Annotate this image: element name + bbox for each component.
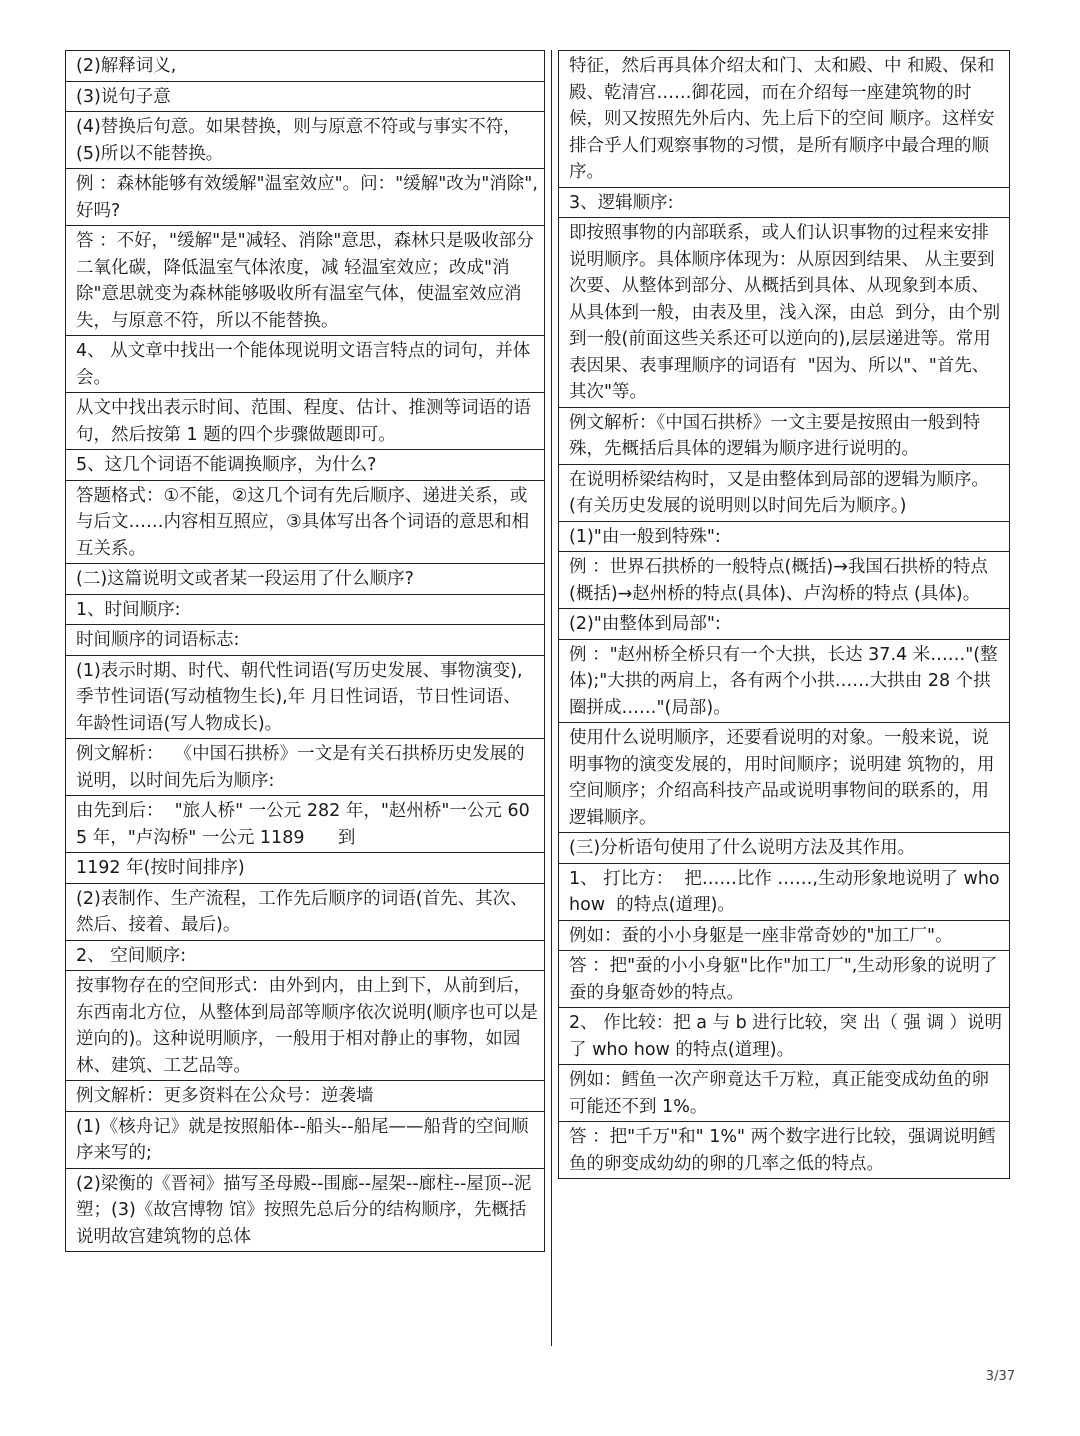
table-cell: 1、 打比方： 把……比作 ……,生动形象地说明了 who how 的特点(道理)。 <box>559 864 1009 921</box>
table-cell: 3、逻辑顺序: <box>559 188 1009 219</box>
table-cell: 2、 作比较：把 a 与 b 进行比较，突 出（ 强 调 ）说明了 who how 的特点(道理)。 <box>559 1008 1009 1065</box>
column-divider <box>551 50 552 1346</box>
table-cell: (1)"由一般到特殊": <box>559 522 1009 553</box>
table-cell: (1)表示时期、时代、朝代性词语(写历史发展、事物演变),季节性词语(写动植物生长),年 月日性词语，节日性词语、年龄性词语(写人物成长)。 <box>66 656 544 740</box>
left-column-table <box>65 50 545 1252</box>
table-cell: 从文中找出表示时间、范围、程度、估计、推测等词语的语句，然后按第 1 题的四个步骤做题即可。 <box>66 393 544 450</box>
table-cell: 例 ：世界石拱桥的一般特点(概括)→我国石拱桥的特点(概括)→赵州桥的特点(具体)、卢沟桥的特点 (具体)。 <box>559 552 1009 609</box>
table-cell: 例文解析：《中国石拱桥》一文主要是按照由一般到特殊，先概括后具体的逻辑为顺序进行说明的。 <box>559 408 1009 465</box>
table-cell: 即按照事物的内部联系，或人们认识事物的过程来安排说明顺序。具体顺序体现为：从原因到结果、 从主要到次要、从整体到部分、从概括到具体、从现象到本质、从具体到一般，由表及里，浅入深，由总 到分，由个别到一般(前面这些关系还可以逆向的),层层递进等。常用表因果、表事理顺序的词语有 "因为、所以"、"首先、其次"等。 <box>559 218 1009 408</box>
table-cell: (1)《核舟记》就是按照船体--船头--船尾——船背的空间顺序来写的; <box>66 1112 544 1169</box>
table-cell: 例如：鳕鱼一次产卵竟达千万粒，真正能变成幼鱼的卵可能还不到 1%。 <box>559 1065 1009 1122</box>
table-cell: 1、时间顺序: <box>66 595 544 626</box>
right-column-table <box>558 50 1010 1179</box>
table-cell: 时间顺序的词语标志: <box>66 625 544 656</box>
table-cell: 例文解析：更多资料在公众号：逆袭墙 <box>66 1081 544 1112</box>
table-cell: 1192 年(按时间排序) <box>66 853 544 884</box>
table-cell: (3)说句子意 <box>66 82 544 113</box>
table-cell: (2)"由整体到局部": <box>559 609 1009 640</box>
table-cell: 答 ：不好，"缓解"是"减轻、消除"意思，森林只是吸收部分二氧化碳，降低温室气体浓度，减 轻温室效应；改成"消除"意思就变为森林能够吸收所有温室气体，使温室效应消失，与原意不符，所以不能替换。 <box>66 226 544 336</box>
table-cell: 2、 空间顺序: <box>66 941 544 972</box>
table-cell: 在说明桥梁结构时，又是由整体到局部的逻辑为顺序。(有关历史发展的说明则以时间先后为顺序。) <box>559 465 1009 522</box>
table-cell: (2)解释词义, <box>66 51 544 82</box>
table-cell: 答 ：把"千万"和" 1%" 两个数字进行比较，强调说明鳕鱼的卵变成幼幼的卵的几率之低的特点。 <box>569 1127 996 1174</box>
table-cell: 例 ：森林能够有效缓解"温室效应"。问："缓解"改为"消除",好吗? <box>66 169 544 226</box>
page-number: 3/37 <box>985 1369 1015 1384</box>
table-cell: 答 ：把"蚕的小小身躯"比作"加工厂",生动形象的说明了蚕的身躯奇妙的特点。 <box>559 951 1009 1008</box>
table-cell: (2)梁衡的《晋祠》描写圣母殿--围廊--屋架--廊柱--屋顶--泥塑；(3)《故宫博物 馆》按照先总后分的结构顺序，先概括说明故宫建筑物的总体 <box>76 1173 532 1247</box>
table-cell: 例如：蚕的小小身躯是一座非常奇妙的"加工厂"。 <box>559 921 1009 952</box>
table-cell: 5、这几个词语不能调换顺序，为什么? <box>66 450 544 481</box>
table-cell: (2)表制作、生产流程，工作先后顺序的词语(首先、其次、然后、接着、最后)。 <box>66 884 544 941</box>
table-cell: 使用什么说明顺序，还要看说明的对象。一般来说，说明事物的演变发展的，用时间顺序；说明建 筑物的，用空间顺序；介绍高科技产品或说明事物间的联系的，用逻辑顺序。 <box>559 723 1009 833</box>
table-cell: 特征，然后再具体介绍太和门、太和殿、中 和殿、保和殿、乾清宫……御花园，而在介绍每一座建筑物的时候，则又按照先外后内、先上后下的空间 顺序。这样安排合乎人们观察事物的习惯，是所有顺序中最合理的顺序。 <box>559 51 1009 188</box>
table-cell: (4)替换后句意。如果替换，则与原意不符或与事实不符， (5)所以不能替换。 <box>66 112 544 169</box>
table-cell: (三)分析语句使用了什么说明方法及其作用。 <box>559 833 1009 864</box>
table-cell: 4、 从文章中找出一个能体现说明文语言特点的词句，并体会。 <box>66 336 544 393</box>
table-cell: 按事物存在的空间形式：由外到内，由上到下，从前到后，东西南北方位，从整体到局部等顺序依次说明(顺序也可以是逆向的)。这种说明顺序，一般用于相对静止的事物，如园林、建筑、工艺品等。 <box>66 971 544 1081</box>
table-cell: 由先到后： "旅人桥" 一公元 282 年，"赵州桥"一公元 605 年，"卢沟桥" 一公元 1189 到 <box>66 796 544 853</box>
table-cell: 例文解析： 《中国石拱桥》一文是有关石拱桥历史发展的说明，以时间先后为顺序: <box>66 739 544 796</box>
table-cell: 例 ："赵州桥全桥只有一个大拱，长达 37.4 米……"(整体);"大拱的两肩上，各有两个小拱……大拱由 28 个拱圈拼成……"(局部)。 <box>559 640 1009 724</box>
table-cell: (二)这篇说明文或者某一段运用了什么顺序? <box>66 564 544 595</box>
table-cell: 答题格式：①不能，②这几个词有先后顺序、递进关系，或与后文……内容相互照应，③具体写出各个词语的意思和相互关系。 <box>66 481 544 565</box>
